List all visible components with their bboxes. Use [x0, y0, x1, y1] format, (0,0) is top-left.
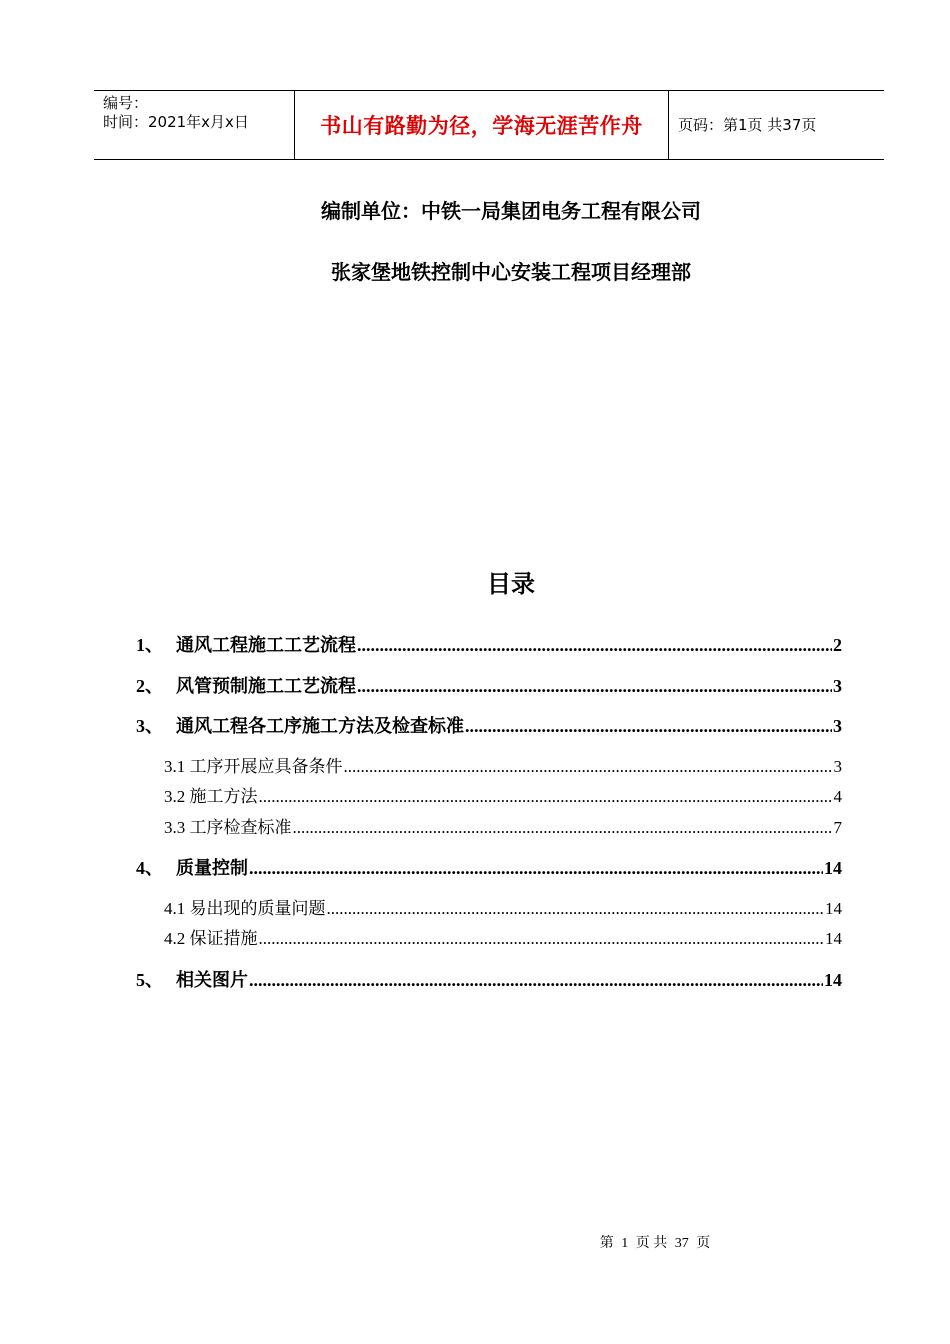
toc-leader-dots [249, 969, 823, 991]
toc-entry[interactable] [136, 969, 842, 991]
toc-entry-page: 2 [833, 635, 842, 655]
toc-subentry[interactable] [164, 928, 842, 950]
footer-mid: 页 共 [635, 1236, 668, 1251]
document-number: 编号： [103, 94, 149, 112]
toc-entry[interactable] [136, 857, 842, 879]
toc-subentry-title: 3.2 施工方法 [164, 787, 258, 806]
toc-leader-dots [357, 634, 832, 656]
footer-prefix: 第 [599, 1236, 614, 1251]
toc-subentry-page: 14 [825, 929, 842, 948]
document-time: 时间：2021年x月x日 [103, 113, 249, 131]
header-motto-cell [295, 91, 669, 159]
toc-leader-dots [259, 786, 833, 808]
toc-entry[interactable] [136, 675, 842, 697]
toc-entry-page: 3 [833, 676, 842, 696]
toc-subentry-title: 4.2 保证措施 [164, 929, 258, 948]
compiling-unit: 编制单位：中铁一局集团电务工程有限公司 [321, 199, 701, 223]
toc-subentry-page: 14 [825, 899, 842, 918]
toc-leader-dots [293, 817, 833, 839]
toc-entry-number: 4、 [136, 858, 163, 878]
toc-entry-title: 相关图片 [176, 970, 248, 990]
toc-subentry-title: 3.3 工序检查标准 [164, 818, 292, 837]
footer-total-pages: 37 [674, 1236, 689, 1251]
toc-subentry-page: 4 [833, 787, 842, 806]
toc-subentry[interactable] [164, 898, 842, 920]
toc-leader-dots [357, 675, 832, 697]
toc-entry[interactable] [136, 634, 842, 656]
motto: 书山有路勤为径，学海无涯苦作舟 [320, 114, 643, 138]
header-info-cell [94, 91, 295, 159]
toc-leader-dots [259, 928, 825, 950]
footer-suffix: 页 [696, 1236, 711, 1251]
toc-entry-page: 3 [833, 716, 842, 736]
toc-subentry[interactable] [164, 786, 842, 808]
toc-entry-number: 2、 [136, 676, 163, 696]
toc-entry[interactable] [136, 715, 842, 737]
page-footer [0, 1235, 950, 1253]
toc-leader-dots [249, 857, 823, 879]
toc-entry-number: 5、 [136, 970, 163, 990]
toc-entry-page: 14 [824, 970, 842, 990]
toc-subentry-page: 7 [833, 818, 842, 837]
toc-entry-title: 通风工程施工工艺流程 [176, 635, 356, 655]
toc-leader-dots [327, 898, 825, 920]
toc-subentry[interactable] [164, 756, 842, 778]
toc-subentry-title: 4.1 易出现的质量问题 [164, 899, 326, 918]
toc-entry-title: 风管预制施工工艺流程 [176, 676, 356, 696]
project-department: 张家堡地铁控制中心安装工程项目经理部 [331, 260, 691, 284]
toc-leader-dots [465, 715, 832, 737]
toc-subentry[interactable] [164, 817, 842, 839]
toc-entry-number: 1、 [136, 635, 163, 655]
toc-entry-page: 14 [824, 858, 842, 878]
page-code: 页码：第1页 共37页 [678, 116, 817, 134]
header-page-cell [669, 91, 884, 159]
header-table [94, 90, 884, 160]
footer-current-page: 1 [621, 1236, 629, 1251]
toc-title: 目录 [487, 570, 535, 598]
toc-leader-dots [344, 756, 833, 778]
toc-entry-number: 3、 [136, 716, 163, 736]
toc-subentry-title: 3.1 工序开展应具备条件 [164, 757, 343, 776]
toc-entry-title: 质量控制 [176, 858, 248, 878]
toc-subentry-page: 3 [833, 757, 842, 776]
toc-entry-title: 通风工程各工序施工方法及检查标准 [176, 716, 464, 736]
